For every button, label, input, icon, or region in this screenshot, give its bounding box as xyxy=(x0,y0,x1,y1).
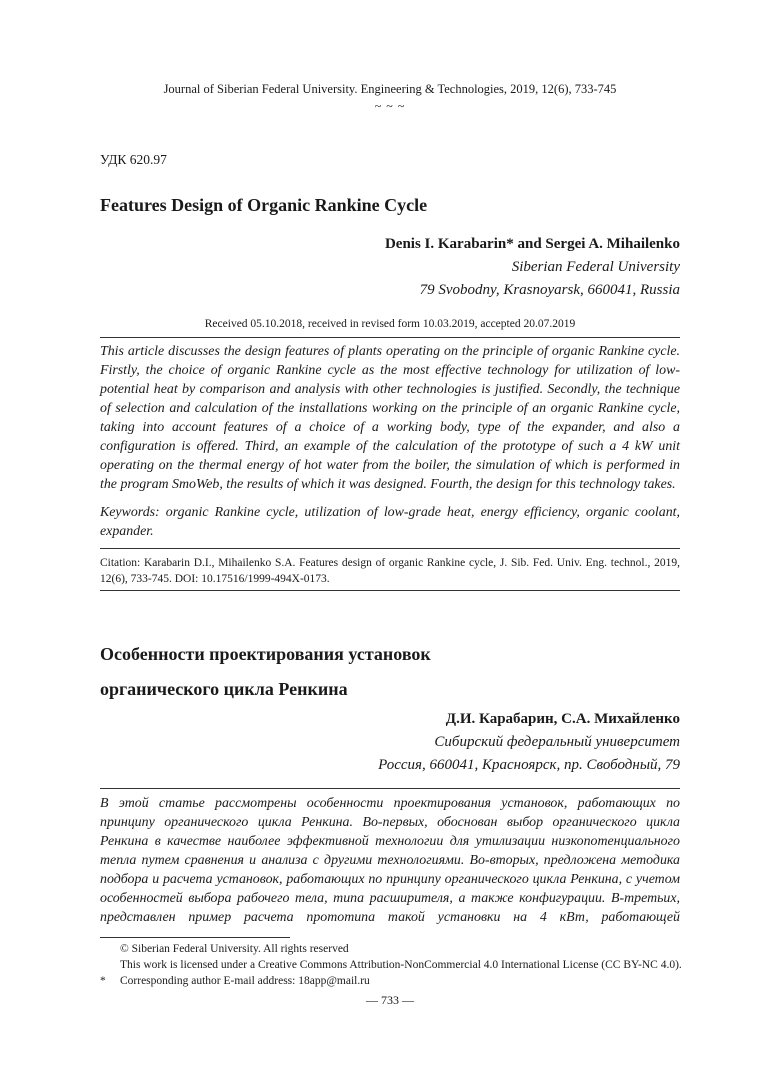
authors-ru: Д.И. Карабарин, С.А. Михайленко xyxy=(445,711,680,727)
copyright-note: © Siberian Federal University. All rights reserved xyxy=(120,943,349,955)
header-ornament: ~ ~ ~ xyxy=(374,99,406,113)
author-block-ru xyxy=(100,708,680,777)
udk-code: УДК 620.97 xyxy=(100,152,167,167)
paper-title: Features Design of Organic Rankine Cycle xyxy=(100,195,428,215)
abstract-ru: В этой статье рассмотрены особенности проектирования установок, работающих по принципу органического цикла Ренкина. Во-первых, обоснован выбор органического цикла Ренкина в качестве наиболее эффективной технологии для утилизации низкопотенциального тепла путем сравнения и анализа с другими технологиями. Во-вторых, предложена методика подбора и расчета установок, работающих по принципу органического цикла Ренкина, с учетом особенностей выбора рабочего тела, типа расширителя, а также конфигурации. В-третьих, представлен пример расчета прототипа такой установки на 4 кВт, работающей xyxy=(100,796,680,925)
received-dates: Received 05.10.2018, received in revised form 10.03.2019, accepted 20.07.2019 xyxy=(204,318,576,330)
abstract: This article discusses the design features of plants operating on the principle of organic Rankine cycle. Firstly, the choice of organic Rankine cycle as the most effective technology for utilization of low-potential heat by comparison and analysis with other technologies is justified. Secondly, the technique of selection and calculation of the installations working on the principle of an organic Rankine cycle, taking into account features of a choice of a working body, type of the expander, and also a configuration is offered. Third, an example of the calculation of the prototype of such a 4 kW unit operating on the thermal energy of hot water from the boiler, the simulation of which is performed in the program SmoWeb, the results of which it was designed. Fourth, the design for this technology takes. xyxy=(100,344,680,492)
page-number: — 733 — xyxy=(366,993,414,1007)
divider xyxy=(100,788,680,789)
authors: Denis I. Karabarin* and Sergei A. Mihailenko xyxy=(384,236,680,252)
journal-header: Journal of Siberian Federal University. Engineering & Technologies, 2019, 12(6), 733-745 xyxy=(163,82,617,96)
divider xyxy=(100,337,680,338)
paper-title-ru xyxy=(100,637,680,707)
address-ru: Россия, 660041, Красноярск, пр. Свободный, 79 xyxy=(378,757,680,773)
divider xyxy=(100,548,680,549)
footnote-star: * xyxy=(100,975,106,987)
divider xyxy=(100,590,680,591)
affiliation-ru: Сибирский федеральный университет xyxy=(434,734,680,750)
address: 79 Svobodny, Krasnoyarsk, 660041, Russia xyxy=(419,282,680,298)
footnote-divider xyxy=(100,937,290,938)
corresponding-email: Corresponding author E-mail address: 18app@mail.ru xyxy=(120,975,370,987)
title-ru-line: органического цикла Ренкина xyxy=(100,679,348,699)
title-ru-line: Особенности проектирования установок xyxy=(100,644,431,664)
license-note: This work is licensed under a Creative Commons Attribution-NonCommercial 4.0 International License (CC BY-NC 4.0). xyxy=(120,959,682,971)
corresponding-note xyxy=(100,973,700,989)
keywords: Keywords: organic Rankine cycle, utilization of low-grade heat, energy efficiency, organic coolant, expander. xyxy=(100,505,680,539)
affiliation: Siberian Federal University xyxy=(511,259,680,275)
footnotes xyxy=(100,941,700,989)
author-block xyxy=(100,233,680,302)
citation: Citation: Karabarin D.I., Mihailenko S.A. Features design of organic Rankine cycle, J. Sib. Fed. Univ. Eng. technol., 2019, 12(6), 733-745. DOI: 10.17516/1999-494X-0173. xyxy=(100,557,680,585)
